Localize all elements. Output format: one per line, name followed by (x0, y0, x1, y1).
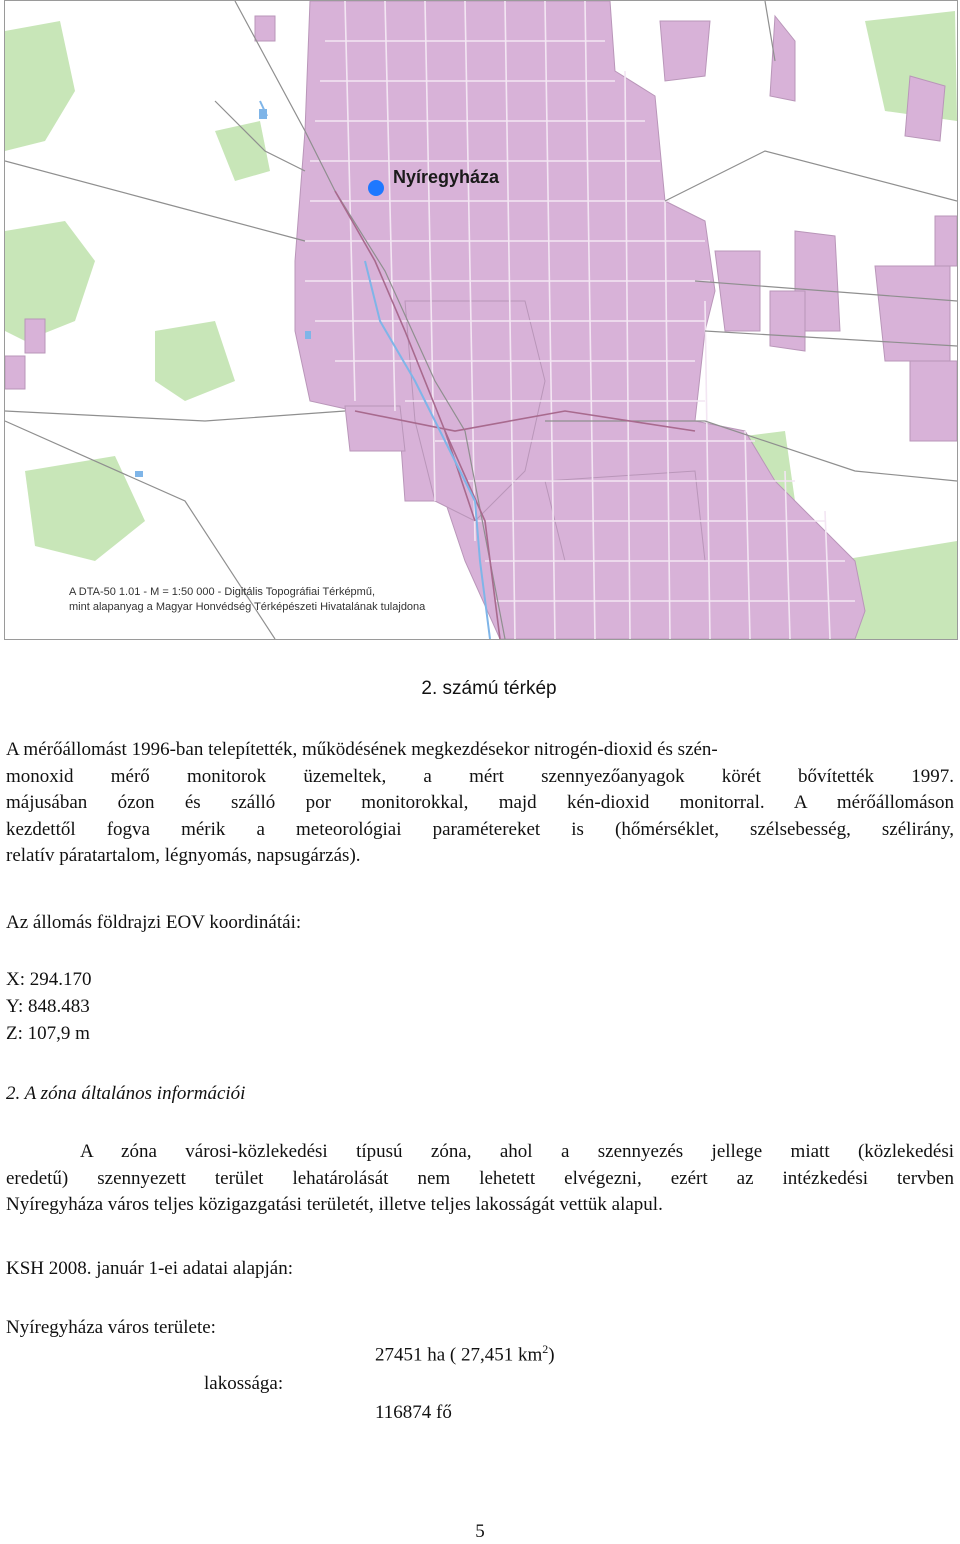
paragraph-line: A mérőállomást 1996-ban telepítették, működésének megkezdésekor nitrogén-dioxid és szén- (6, 739, 718, 760)
coords-list (6, 966, 954, 1047)
area-label: Nyíregyháza város területe: (6, 1317, 216, 1338)
city-label: Nyíregyháza (393, 167, 500, 187)
paragraph-line: A zóna városi-közlekedési típusú zóna, ahol a szennyezés jellege miatt (közlekedési (80, 1141, 954, 1162)
paragraph-line: monoxid mérő monitorok üzemeltek, a mért szennyezőanyagok körét bővítették 1997. (6, 765, 954, 787)
ponds (135, 109, 311, 477)
station-marker-icon (368, 180, 384, 196)
paragraph-station-history (6, 737, 954, 870)
map-credit-line-2: mint alapanyag a Magyar Honvédség Térképészeti Hivatalának tulajdona (69, 601, 426, 613)
city-map (4, 0, 958, 640)
area-unit-exponent: 2 (542, 1342, 549, 1356)
coord-z: Z: 107,9 m (6, 1023, 90, 1044)
coords-title: Az állomás földrajzi EOV koordinátái: (6, 912, 302, 933)
coord-x: X: 294.170 (6, 969, 92, 990)
ksh-source: KSH 2008. január 1-ei adatai alapján: (6, 1258, 294, 1279)
paragraph-zone-info (6, 1139, 954, 1219)
area-value (375, 1342, 555, 1366)
coord-y: Y: 848.483 (6, 996, 90, 1017)
area-value-close: ) (548, 1344, 555, 1366)
urban-area (5, 1, 957, 639)
paragraph-line: relatív páratartalom, légnyomás, napsugárzás). (6, 845, 361, 866)
population-label: lakossága: (204, 1373, 284, 1394)
page-number: 5 (475, 1521, 485, 1542)
map-caption: 2. számú térkép (421, 678, 557, 699)
population-value: 116874 fő (375, 1402, 452, 1423)
paragraph-line: Nyíregyháza város teljes közigazgatási területét, illetve teljes lakosságát vettük alapul. (6, 1194, 663, 1215)
paragraph-line: májusában ózon és szálló por monitorokkal, majd kén-dioxid monitorral. A mérőállomáson (6, 792, 954, 813)
map-credit-line-1: A DTA-50 1.01 - M = 1:50 000 - Digitális Topográfiai Térképmű, (69, 586, 376, 598)
map-svg (5, 1, 957, 639)
paragraph-line: kezdettől fogva mérik a meteorológiai paramétereket is (hőmérséklet, szélsebesség, szélirány, (6, 818, 954, 840)
area-value-text: 27451 ha ( 27,451 km (375, 1344, 543, 1366)
paragraph-line: eredetű) szennyezett terület lehatárolását nem lehetett elvégezni, ezért az intézkedési tervben (6, 1167, 954, 1189)
section-heading: 2. A zóna általános információi (6, 1083, 246, 1104)
